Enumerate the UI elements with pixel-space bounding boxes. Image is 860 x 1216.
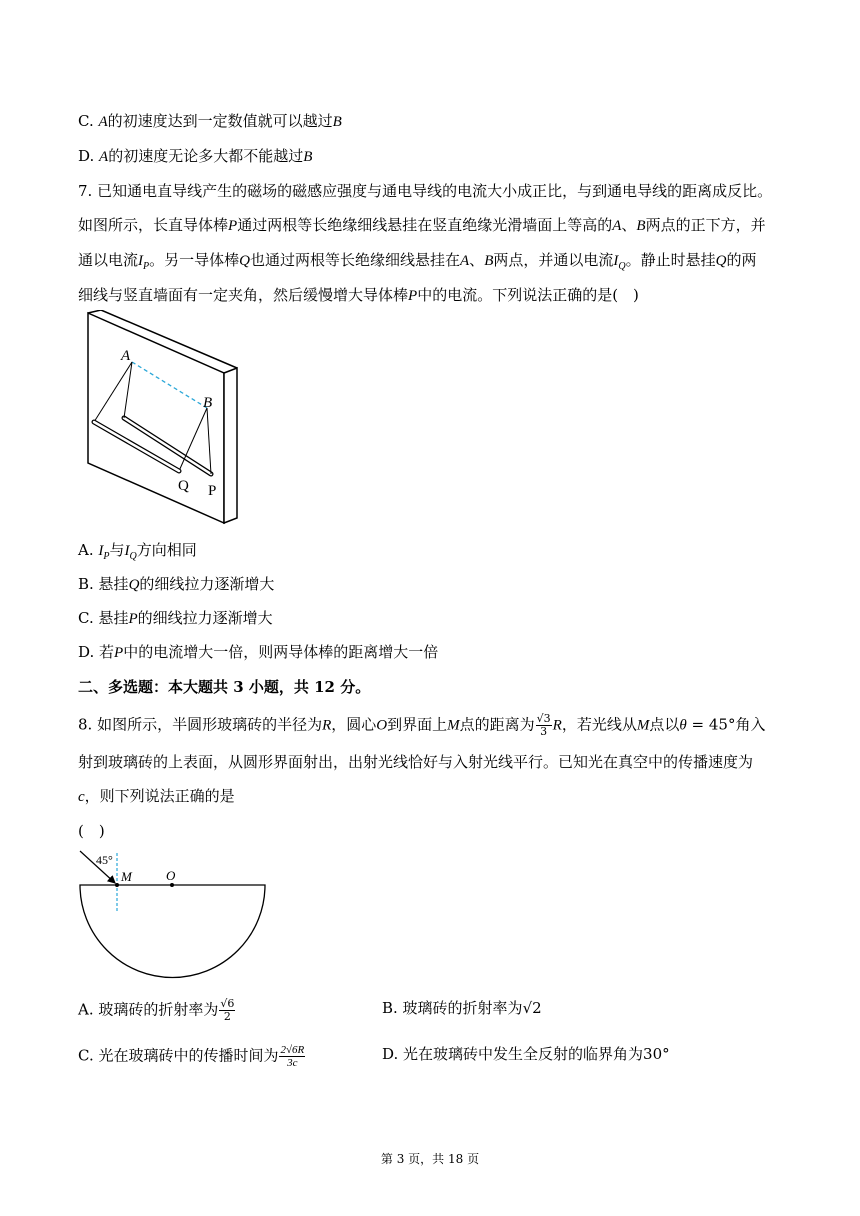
- q8-option-d: D. 光在玻璃砖中发生全反射的临界角为30°: [382, 1045, 670, 1063]
- q7-stem-line3: 通以电流$I_P$。另一导体棒Q也通过两根等长绝缘细线悬挂在A、B两点，并通以电流$I_Q$。静止时悬挂Q的两: [78, 251, 757, 272]
- q8-paren: ( ): [78, 822, 105, 840]
- q7-stem-line4: 细线与竖直墙面有一定夹角，然后缓慢增大导体棒P中的电流。下列说法正确的是( ): [78, 286, 639, 304]
- point-o: [170, 883, 174, 887]
- q7-stem-line1: 7. 已知通电直导线产生的磁场的磁感应强度与通电导线的电流大小成正比，与到通电导线的距离成反比。: [78, 182, 773, 200]
- q8-option-b: B. 玻璃砖的折射率为√2: [382, 999, 542, 1017]
- semicircle-glass: [80, 885, 265, 977]
- fraction-sqrt3-over-3: $\frac{√3}{3}$: [536, 712, 551, 738]
- label-b: B: [203, 395, 213, 411]
- q8-figure: [70, 845, 280, 985]
- label-a: A: [121, 348, 131, 364]
- q7-stem-line2: 如图所示，长直导体棒P通过两根等长绝缘细线悬挂在竖直绝缘光滑墙面上等高的A、B两点的正下方，并: [78, 216, 766, 234]
- q8-stem-line2: 射到玻璃砖的上表面，从圆形界面射出，出射光线恰好与入射光线平行。已知光在真空中的传播速度为: [78, 753, 754, 771]
- q8-option-a: A. 玻璃砖的折射率为 $\frac{√6}{2}$: [78, 997, 235, 1023]
- page-footer: 第 3 页，共 18 页: [380, 1152, 480, 1166]
- label-p: P: [208, 483, 217, 499]
- q7-option-a: A. $I_P$与$I_Q$方向相同: [78, 541, 197, 562]
- section-heading: 二、多选题：本大题共 3 小题，共 12 分。: [78, 678, 371, 696]
- q7-option-d: D. 若P中的电流增大一倍，则两导体棒的距离增大一倍: [78, 643, 439, 661]
- wall-face: [88, 313, 224, 523]
- angle-label: 45°: [96, 853, 113, 867]
- label-o: O: [166, 868, 176, 883]
- point-m: [115, 883, 119, 887]
- label-q: Q: [178, 478, 189, 494]
- q7-option-c: C. 悬挂P的细线拉力逐渐增大: [78, 609, 273, 627]
- q8-option-c: C. 光在玻璃砖中的传播时间为 $\frac{2√6R}{3c}$: [78, 1044, 305, 1069]
- q7-option-b: B. 悬挂Q的细线拉力逐渐增大: [78, 575, 275, 593]
- label-m: M: [121, 869, 132, 884]
- wall-side: [224, 368, 237, 523]
- q7-figure: [84, 310, 244, 530]
- q6-option-d: D. A的初速度无论多大都不能越过B: [78, 147, 313, 165]
- q8-stem-line3: c，则下列说法正确的是: [78, 787, 235, 805]
- q8-stem-line1: 8. 如图所示，半圆形玻璃砖的半径为R，圆心O到界面上M点的距离为 $\frac{√3}{3}$ R，若光线从M点以θ = 45°角入: [78, 712, 766, 738]
- q6-option-c: C. A的初速度达到一定数值就可以越过B: [78, 112, 342, 130]
